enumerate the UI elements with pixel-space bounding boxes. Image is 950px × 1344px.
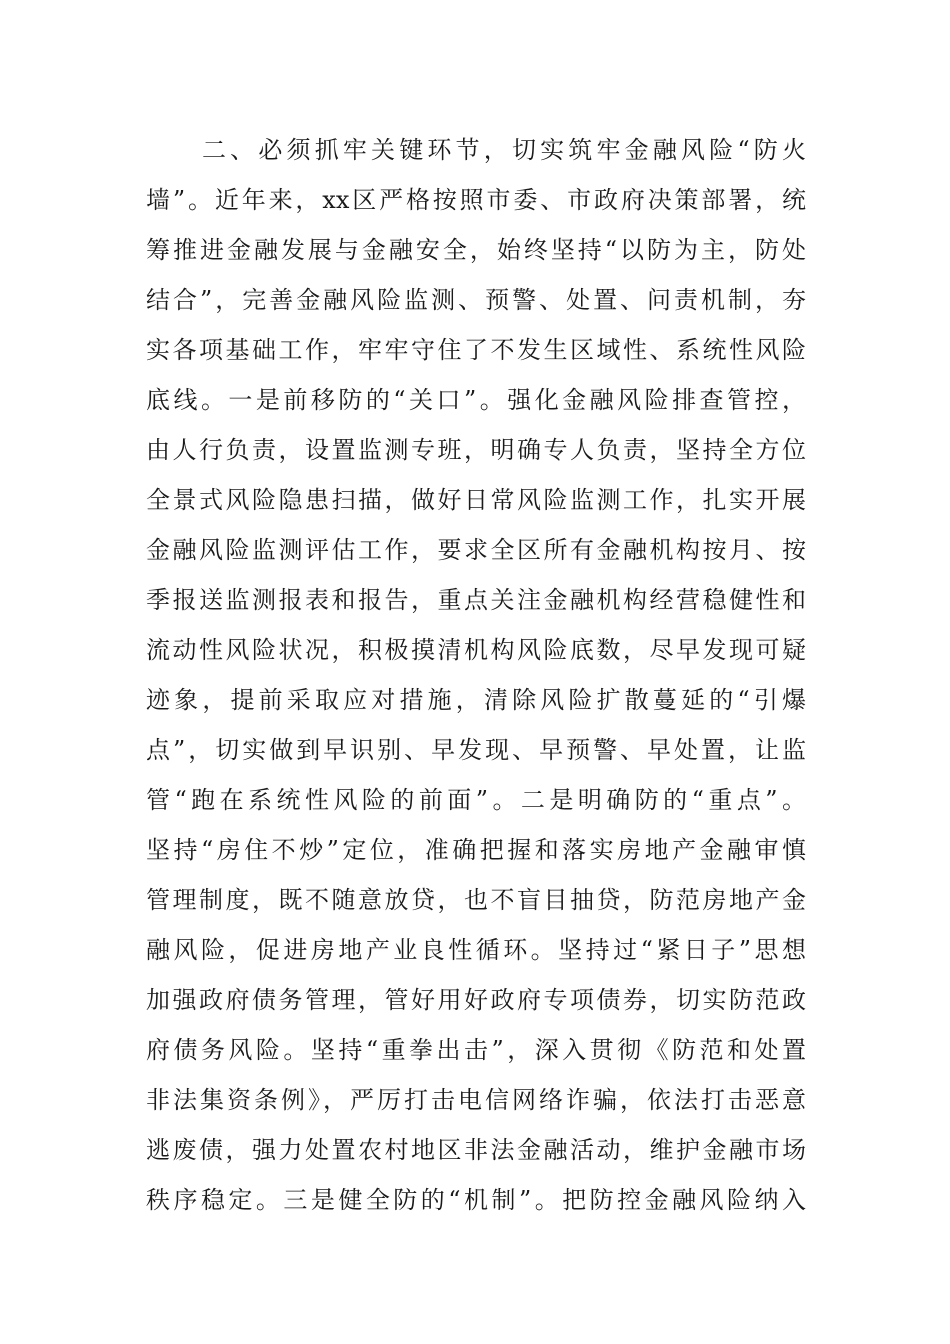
text-line: 季报送监测报表和报告，重点关注金融机构经营稳健性和 [146,586,806,614]
text-line: 坚持“房住不炒”定位，准确把握和落实房地产金融审慎 [146,836,806,864]
text-line: 点”，切实做到早识别、早发现、早预警、早处置，让监 [146,736,806,764]
text-line: 迹象，提前采取应对措施，清除风险扩散蔓延的“引爆 [146,686,806,714]
text-line: 墙”。近年来，xx区严格按照市委、市政府决策部署，统 [146,186,806,214]
text-line: 全景式风险隐患扫描，做好日常风险监测工作，扎实开展 [146,486,806,514]
text-line: 结合”，完善金融风险监测、预警、处置、问责机制，夯 [146,286,806,314]
text-line: 管“跑在系统性风险的前面”。二是明确防的“重点”。 [146,786,806,814]
text-line: 加强政府债务管理，管好用好政府专项债券，切实防范政 [146,986,806,1014]
text-line: 秩序稳定。三是健全防的“机制”。把防控金融风险纳入 [146,1186,806,1214]
text-line: 由人行负责，设置监测专班，明确专人负责，坚持全方位 [146,436,806,464]
text-line: 非法集资条例》，严厉打击电信网络诈骗，依法打击恶意 [146,1086,806,1114]
text-line: 实各项基础工作，牢牢守住了不发生区域性、系统性风险 [146,336,806,364]
text-line: 二、必须抓牢关键环节，切实筑牢金融风险“防火 [202,136,806,164]
text-line: 金融风险监测评估工作，要求全区所有金融机构按月、按 [146,536,806,564]
text-line: 府债务风险。坚持“重拳出击”，深入贯彻《防范和处置 [146,1036,806,1064]
text-line: 逃废债，强力处置农村地区非法金融活动，维护金融市场 [146,1136,806,1164]
text-line: 流动性风险状况，积极摸清机构风险底数，尽早发现可疑 [146,636,806,664]
text-line: 融风险，促进房地产业良性循环。坚持过“紧日子”思想 [146,936,806,964]
text-line: 底线。一是前移防的“关口”。强化金融风险排查管控， [146,386,806,414]
text-line: 筹推进金融发展与金融安全，始终坚持“以防为主，防处 [146,236,806,264]
text-line: 管理制度，既不随意放贷，也不盲目抽贷，防范房地产金 [146,886,806,914]
